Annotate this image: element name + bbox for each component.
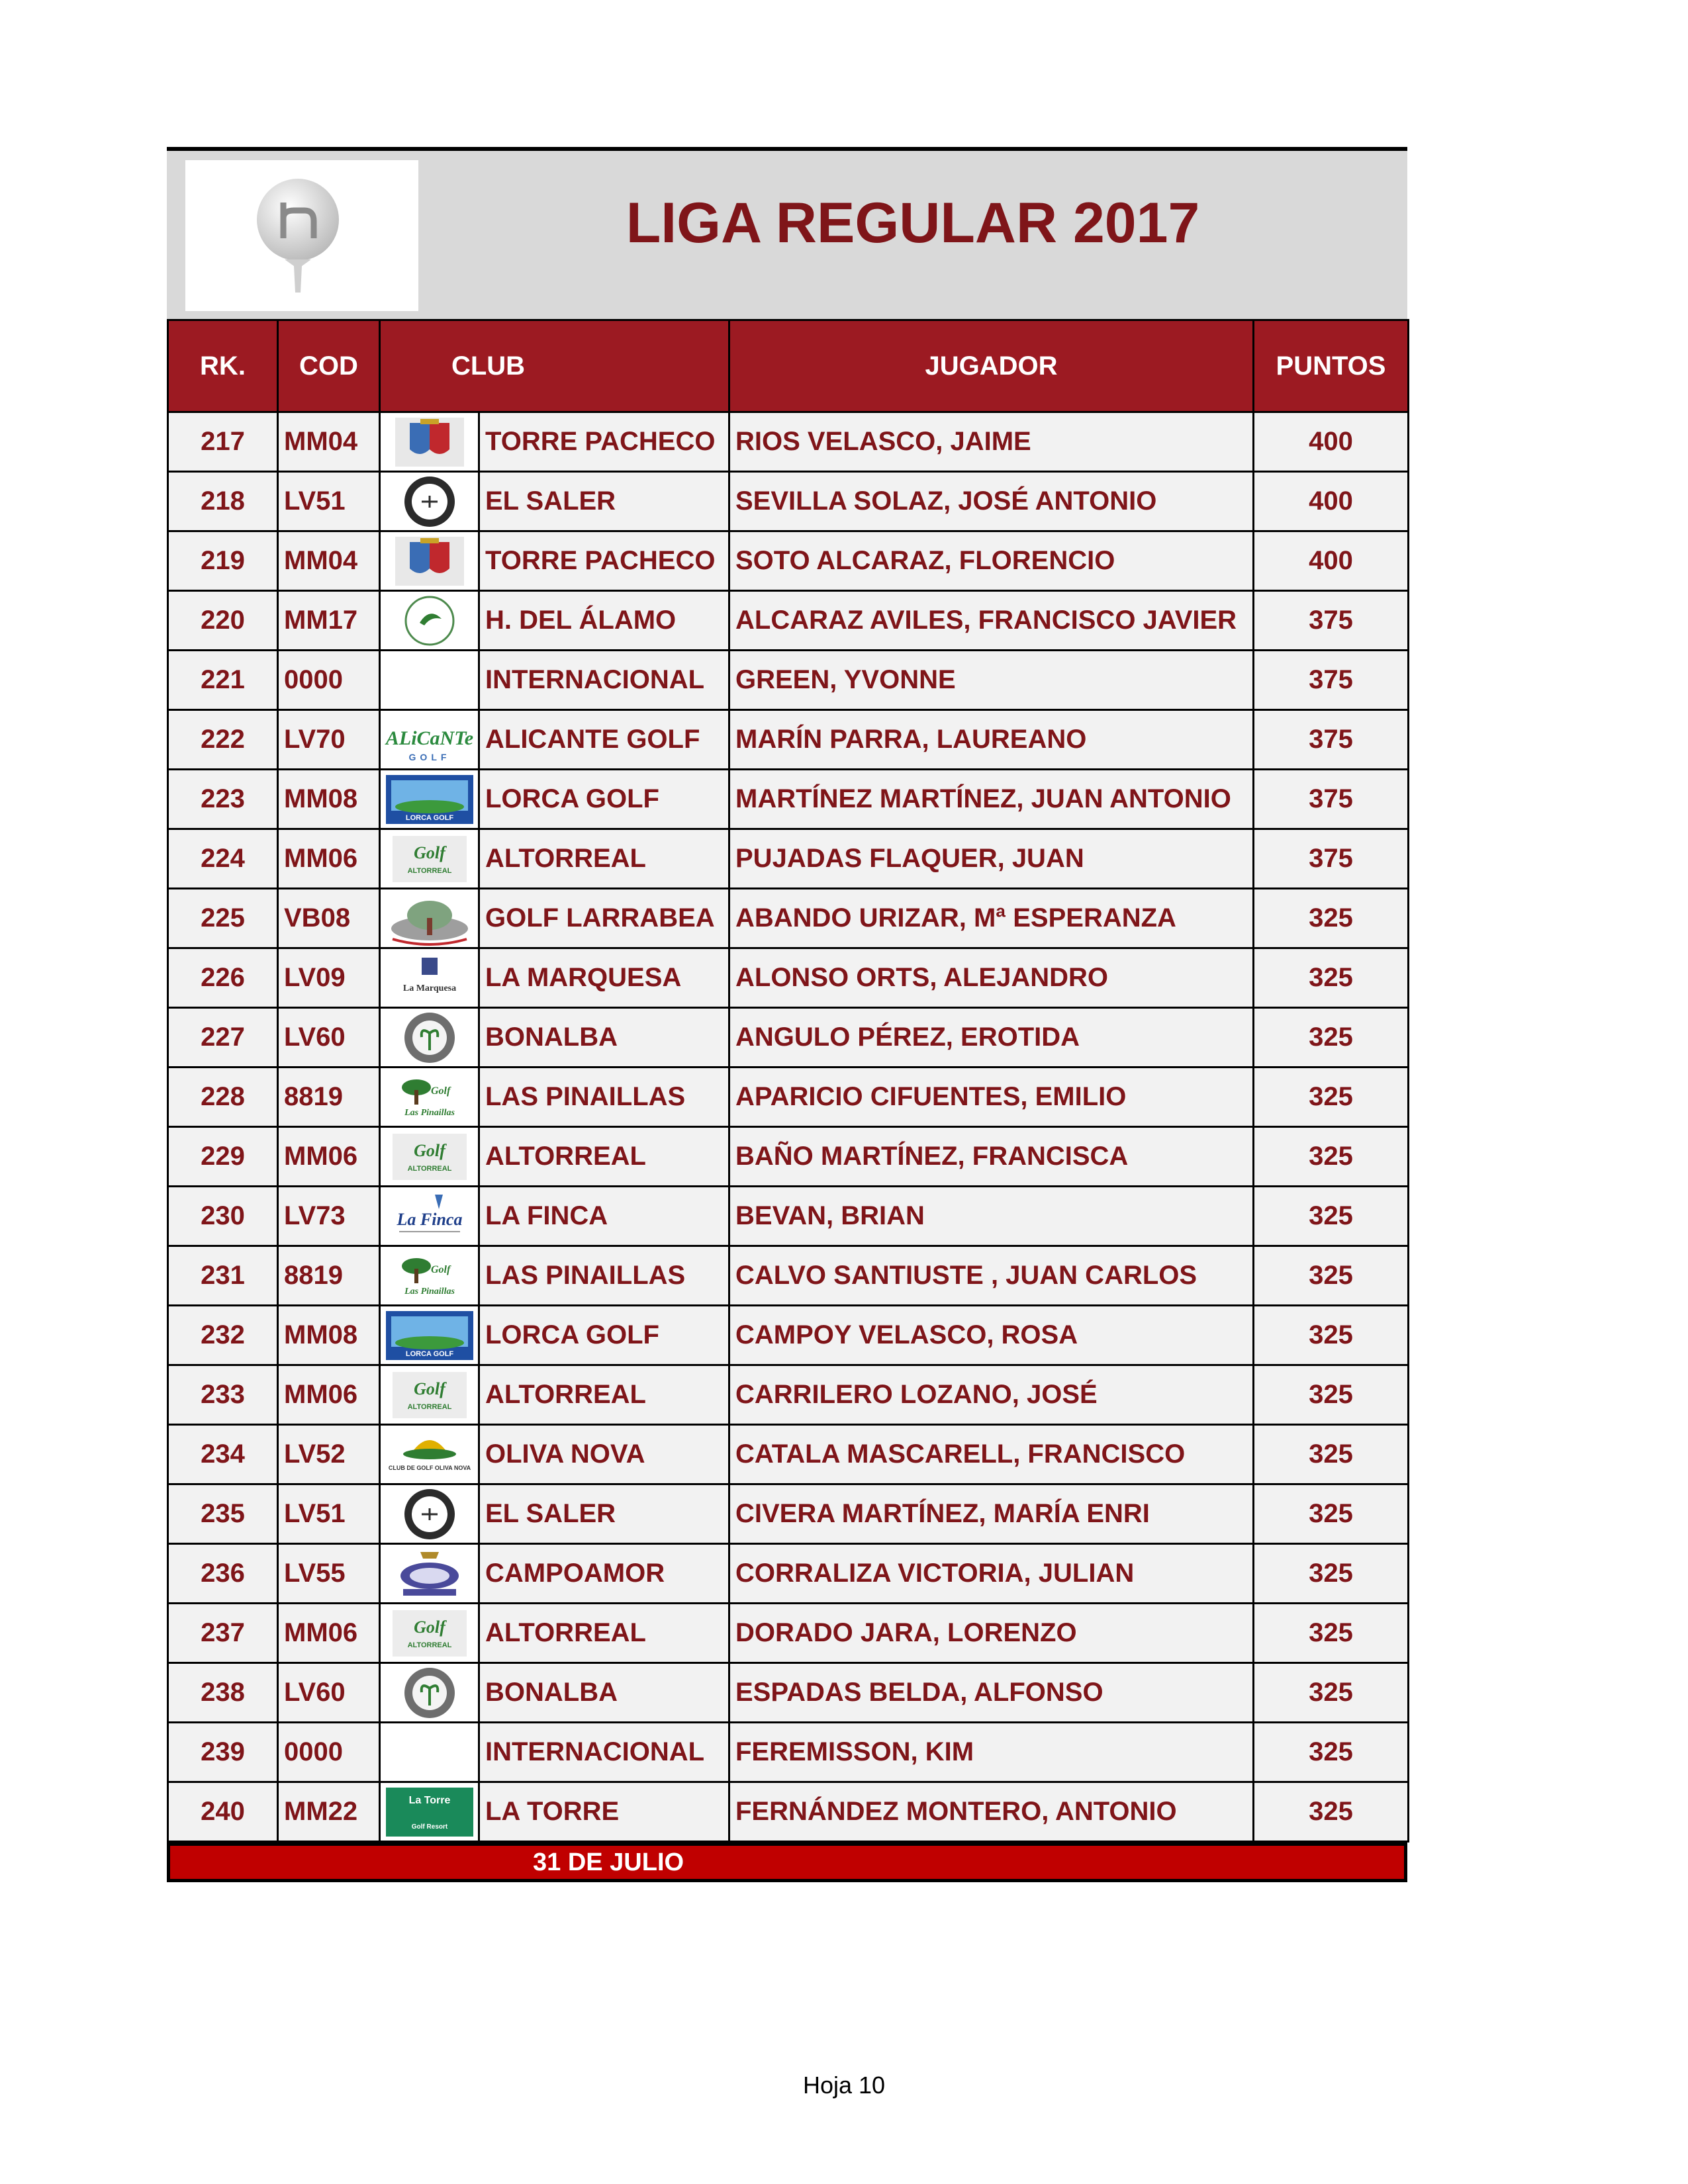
code-cell: MM06 — [278, 1127, 380, 1187]
player-cell: SEVILLA SOLAZ, JOSÉ ANTONIO — [729, 472, 1254, 531]
points-cell: 325 — [1254, 1663, 1409, 1723]
code-cell: LV70 — [278, 710, 380, 770]
table-row — [168, 412, 1409, 472]
club-logo — [380, 1306, 479, 1365]
player-cell: CALVO SANTIUSTE , JUAN CARLOS — [729, 1246, 1254, 1306]
table-row — [168, 1604, 1409, 1663]
svg-text:Las Pinaillas: Las Pinaillas — [404, 1286, 455, 1297]
col-header-rk: RK. — [168, 320, 278, 412]
player-cell: FERNÁNDEZ MONTERO, ANTONIO — [729, 1782, 1254, 1842]
club-cell: TORRE PACHECO — [479, 531, 729, 591]
club-cell: EL SALER — [479, 1484, 729, 1544]
bonalba-ring-icon — [383, 1666, 476, 1720]
code-cell: LV60 — [278, 1008, 380, 1068]
svg-text:GOLF: GOLF — [408, 751, 450, 762]
svg-text:ALTORREAL: ALTORREAL — [407, 1402, 451, 1411]
svg-text:Golf: Golf — [413, 842, 445, 862]
club-cell: INTERNACIONAL — [479, 651, 729, 710]
club-cell: GOLF LARRABEA — [479, 889, 729, 948]
col-header-jugador: JUGADOR — [729, 320, 1254, 412]
player-cell: MARTÍNEZ MARTÍNEZ, JUAN ANTONIO — [729, 770, 1254, 829]
club-logo — [380, 1187, 479, 1246]
points-cell: 325 — [1254, 1127, 1409, 1187]
table-row — [168, 710, 1409, 770]
campoamor-crest-icon — [383, 1547, 476, 1601]
points-cell: 325 — [1254, 1604, 1409, 1663]
code-cell: LV51 — [278, 472, 380, 531]
rank-cell: 236 — [168, 1544, 278, 1604]
club-logo — [380, 1068, 479, 1127]
svg-text:ALTORREAL: ALTORREAL — [407, 1641, 451, 1649]
svg-text:Golf: Golf — [430, 1263, 450, 1275]
code-cell: 0000 — [278, 651, 380, 710]
points-cell: 325 — [1254, 1365, 1409, 1425]
club-cell: CAMPOAMOR — [479, 1544, 729, 1604]
el-saler-ring-icon — [383, 1487, 476, 1541]
svg-text:La Finca: La Finca — [397, 1209, 462, 1229]
code-cell: LV73 — [278, 1187, 380, 1246]
table-row — [168, 889, 1409, 948]
club-cell: LORCA GOLF — [479, 1306, 729, 1365]
svg-text:Golf Resort: Golf Resort — [411, 1823, 447, 1831]
table-row — [168, 531, 1409, 591]
rank-cell: 220 — [168, 591, 278, 651]
table-row — [168, 1008, 1409, 1068]
svg-text:Golf: Golf — [413, 1140, 445, 1160]
col-header-club: CLUB — [380, 320, 729, 412]
rank-cell: 233 — [168, 1365, 278, 1425]
points-cell: 375 — [1254, 591, 1409, 651]
player-cell: DORADO JARA, LORENZO — [729, 1604, 1254, 1663]
svg-text:CLUB DE GOLF OLIVA NOVA: CLUB DE GOLF OLIVA NOVA — [388, 1464, 471, 1471]
club-cell: LAS PINAILLAS — [479, 1246, 729, 1306]
rank-cell: 224 — [168, 829, 278, 889]
rank-cell: 225 — [168, 889, 278, 948]
player-cell: ABANDO URIZAR, Mª ESPERANZA — [729, 889, 1254, 948]
alicante-text-icon — [383, 713, 476, 767]
club-logo — [380, 1365, 479, 1425]
player-cell: APARICIO CIFUENTES, EMILIO — [729, 1068, 1254, 1127]
svg-text:Golf: Golf — [413, 1617, 445, 1637]
player-cell: ESPADAS BELDA, ALFONSO — [729, 1663, 1254, 1723]
lorca-blue-icon — [383, 772, 476, 827]
table-row — [168, 1663, 1409, 1723]
player-cell: BAÑO MARTÍNEZ, FRANCISCA — [729, 1127, 1254, 1187]
player-cell: BEVAN, BRIAN — [729, 1187, 1254, 1246]
altorreal-badge-icon — [383, 1606, 476, 1661]
club-logo — [380, 1008, 479, 1068]
col-header-cod: COD — [278, 320, 380, 412]
footer-date: 31 DE JULIO — [533, 1848, 684, 1876]
club-cell: EL SALER — [479, 472, 729, 531]
player-cell: ALONSO ORTS, ALEJANDRO — [729, 948, 1254, 1008]
player-cell: GREEN, YVONNE — [729, 651, 1254, 710]
points-cell: 400 — [1254, 531, 1409, 591]
golf-ball-logo — [185, 160, 418, 311]
svg-text:ALiCaNTe: ALiCaNTe — [385, 727, 473, 749]
club-logo — [380, 1604, 479, 1663]
torre-pacheco-shield-icon — [383, 415, 476, 469]
points-cell: 400 — [1254, 412, 1409, 472]
club-cell: TORRE PACHECO — [479, 412, 729, 472]
svg-text:LORCA GOLF: LORCA GOLF — [405, 1349, 453, 1358]
svg-text:ALTORREAL: ALTORREAL — [407, 1164, 451, 1173]
ranking-table — [167, 319, 1409, 1843]
rank-cell: 238 — [168, 1663, 278, 1723]
rank-cell: 229 — [168, 1127, 278, 1187]
club-logo — [380, 770, 479, 829]
rank-cell: 226 — [168, 948, 278, 1008]
table-row — [168, 1484, 1409, 1544]
club-cell: INTERNACIONAL — [479, 1723, 729, 1782]
rank-cell: 230 — [168, 1187, 278, 1246]
club-cell: ALTORREAL — [479, 1604, 729, 1663]
alamo-circle-icon — [383, 594, 476, 648]
rank-cell: 235 — [168, 1484, 278, 1544]
points-cell: 325 — [1254, 1425, 1409, 1484]
altorreal-badge-icon — [383, 1368, 476, 1422]
points-cell: 325 — [1254, 1782, 1409, 1842]
rank-cell: 219 — [168, 531, 278, 591]
code-cell: 8819 — [278, 1246, 380, 1306]
club-logo — [380, 1484, 479, 1544]
club-logo — [380, 829, 479, 889]
player-cell: CATALA MASCARELL, FRANCISCO — [729, 1425, 1254, 1484]
player-cell: CORRALIZA VICTORIA, JULIAN — [729, 1544, 1254, 1604]
player-cell: SOTO ALCARAZ, FLORENCIO — [729, 531, 1254, 591]
points-cell: 375 — [1254, 710, 1409, 770]
club-logo — [380, 889, 479, 948]
lorca-blue-icon — [383, 1308, 476, 1363]
table-row — [168, 1723, 1409, 1782]
points-cell: 325 — [1254, 889, 1409, 948]
player-cell: ALCARAZ AVILES, FRANCISCO JAVIER — [729, 591, 1254, 651]
player-cell: FEREMISSON, KIM — [729, 1723, 1254, 1782]
points-cell: 325 — [1254, 948, 1409, 1008]
player-cell: PUJADAS FLAQUER, JUAN — [729, 829, 1254, 889]
table-row — [168, 1425, 1409, 1484]
club-cell: ALICANTE GOLF — [479, 710, 729, 770]
oliva-nova-sun-icon — [383, 1428, 476, 1482]
svg-text:La Torre: La Torre — [408, 1794, 450, 1806]
player-cell: CIVERA MARTÍNEZ, MARÍA ENRI — [729, 1484, 1254, 1544]
la-finca-script-icon — [383, 1189, 476, 1244]
svg-text:LORCA GOLF: LORCA GOLF — [405, 813, 453, 822]
table-row — [168, 948, 1409, 1008]
svg-text:Golf: Golf — [413, 1379, 445, 1398]
table-row — [168, 1306, 1409, 1365]
rank-cell: 217 — [168, 412, 278, 472]
rank-cell: 218 — [168, 472, 278, 531]
code-cell: VB08 — [278, 889, 380, 948]
rank-cell: 231 — [168, 1246, 278, 1306]
svg-text:ALTORREAL: ALTORREAL — [407, 866, 451, 875]
player-cell: CARRILERO LOZANO, JOSÉ — [729, 1365, 1254, 1425]
club-cell: LA TORRE — [479, 1782, 729, 1842]
club-logo — [380, 591, 479, 651]
code-cell: LV60 — [278, 1663, 380, 1723]
rank-cell: 232 — [168, 1306, 278, 1365]
code-cell: LV09 — [278, 948, 380, 1008]
la-torre-green-icon — [383, 1785, 476, 1839]
rank-cell: 223 — [168, 770, 278, 829]
club-cell: H. DEL ÁLAMO — [479, 591, 729, 651]
club-cell: ALTORREAL — [479, 1127, 729, 1187]
svg-text:Golf: Golf — [430, 1085, 450, 1097]
code-cell: MM22 — [278, 1782, 380, 1842]
club-logo — [380, 472, 479, 531]
code-cell: 0000 — [278, 1723, 380, 1782]
player-cell: RIOS VELASCO, JAIME — [729, 412, 1254, 472]
code-cell: 8819 — [278, 1068, 380, 1127]
code-cell: MM06 — [278, 1604, 380, 1663]
table-row — [168, 591, 1409, 651]
altorreal-badge-icon — [383, 1130, 476, 1184]
marquesa-crest-icon — [383, 951, 476, 1005]
rank-cell: 228 — [168, 1068, 278, 1127]
club-cell: ALTORREAL — [479, 829, 729, 889]
club-logo — [380, 651, 479, 710]
table-row — [168, 1068, 1409, 1127]
club-logo — [380, 1425, 479, 1484]
points-cell: 375 — [1254, 770, 1409, 829]
table-row — [168, 770, 1409, 829]
golf-ball-tee-icon — [185, 160, 418, 311]
table-row — [168, 651, 1409, 710]
code-cell: MM04 — [278, 531, 380, 591]
rank-cell: 240 — [168, 1782, 278, 1842]
table-header-row — [168, 320, 1409, 412]
club-cell: ALTORREAL — [479, 1365, 729, 1425]
code-cell: MM06 — [278, 1365, 380, 1425]
col-header-puntos: PUNTOS — [1254, 320, 1409, 412]
blank-icon — [383, 1725, 476, 1780]
points-cell: 400 — [1254, 472, 1409, 531]
club-logo — [380, 412, 479, 472]
code-cell: LV55 — [278, 1544, 380, 1604]
rank-cell: 234 — [168, 1425, 278, 1484]
table-row — [168, 1365, 1409, 1425]
larrabea-tree-icon — [383, 891, 476, 946]
footer-bar — [167, 1843, 1407, 1882]
club-cell: LA FINCA — [479, 1187, 729, 1246]
rank-cell: 222 — [168, 710, 278, 770]
club-cell: LORCA GOLF — [479, 770, 729, 829]
points-cell: 325 — [1254, 1484, 1409, 1544]
player-cell: CAMPOY VELASCO, ROSA — [729, 1306, 1254, 1365]
points-cell: 325 — [1254, 1068, 1409, 1127]
points-cell: 375 — [1254, 829, 1409, 889]
club-logo — [380, 1127, 479, 1187]
club-logo — [380, 531, 479, 591]
table-row — [168, 1187, 1409, 1246]
code-cell: MM06 — [278, 829, 380, 889]
pinaillas-tree-icon — [383, 1249, 476, 1303]
table-row — [168, 1544, 1409, 1604]
table-row — [168, 1782, 1409, 1842]
code-cell: MM08 — [278, 1306, 380, 1365]
points-cell: 375 — [1254, 651, 1409, 710]
page-number: Hoja 10 — [802, 2071, 886, 2099]
club-cell: BONALBA — [479, 1663, 729, 1723]
points-cell: 325 — [1254, 1306, 1409, 1365]
bonalba-ring-icon — [383, 1011, 476, 1065]
page-title: LIGA REGULAR 2017 — [626, 191, 1200, 255]
club-cell: OLIVA NOVA — [479, 1425, 729, 1484]
torre-pacheco-shield-icon — [383, 534, 476, 588]
club-cell: LAS PINAILLAS — [479, 1068, 729, 1127]
rank-cell: 227 — [168, 1008, 278, 1068]
points-cell: 325 — [1254, 1246, 1409, 1306]
player-cell: MARÍN PARRA, LAUREANO — [729, 710, 1254, 770]
rank-cell: 239 — [168, 1723, 278, 1782]
club-logo — [380, 710, 479, 770]
club-logo — [380, 1782, 479, 1842]
points-cell: 325 — [1254, 1187, 1409, 1246]
club-logo — [380, 1723, 479, 1782]
points-cell: 325 — [1254, 1544, 1409, 1604]
code-cell: LV51 — [278, 1484, 380, 1544]
blank-icon — [383, 653, 476, 707]
points-cell: 325 — [1254, 1723, 1409, 1782]
club-cell: BONALBA — [479, 1008, 729, 1068]
table-row — [168, 1246, 1409, 1306]
code-cell: LV52 — [278, 1425, 380, 1484]
table-row — [168, 472, 1409, 531]
club-cell: LA MARQUESA — [479, 948, 729, 1008]
code-cell: MM17 — [278, 591, 380, 651]
el-saler-ring-icon — [383, 475, 476, 529]
code-cell: MM08 — [278, 770, 380, 829]
club-logo — [380, 1246, 479, 1306]
player-cell: ANGULO PÉREZ, EROTIDA — [729, 1008, 1254, 1068]
svg-text:La Marquesa: La Marquesa — [402, 983, 456, 993]
pinaillas-tree-icon — [383, 1070, 476, 1124]
table-row — [168, 829, 1409, 889]
code-cell: MM04 — [278, 412, 380, 472]
ranking-sheet — [167, 147, 1407, 1882]
rank-cell: 221 — [168, 651, 278, 710]
header-banner — [167, 147, 1407, 319]
club-logo — [380, 948, 479, 1008]
rank-cell: 237 — [168, 1604, 278, 1663]
svg-text:Las Pinaillas: Las Pinaillas — [404, 1107, 455, 1118]
club-logo — [380, 1544, 479, 1604]
points-cell: 325 — [1254, 1008, 1409, 1068]
table-row — [168, 1127, 1409, 1187]
club-logo — [380, 1663, 479, 1723]
altorreal-badge-icon — [383, 832, 476, 886]
